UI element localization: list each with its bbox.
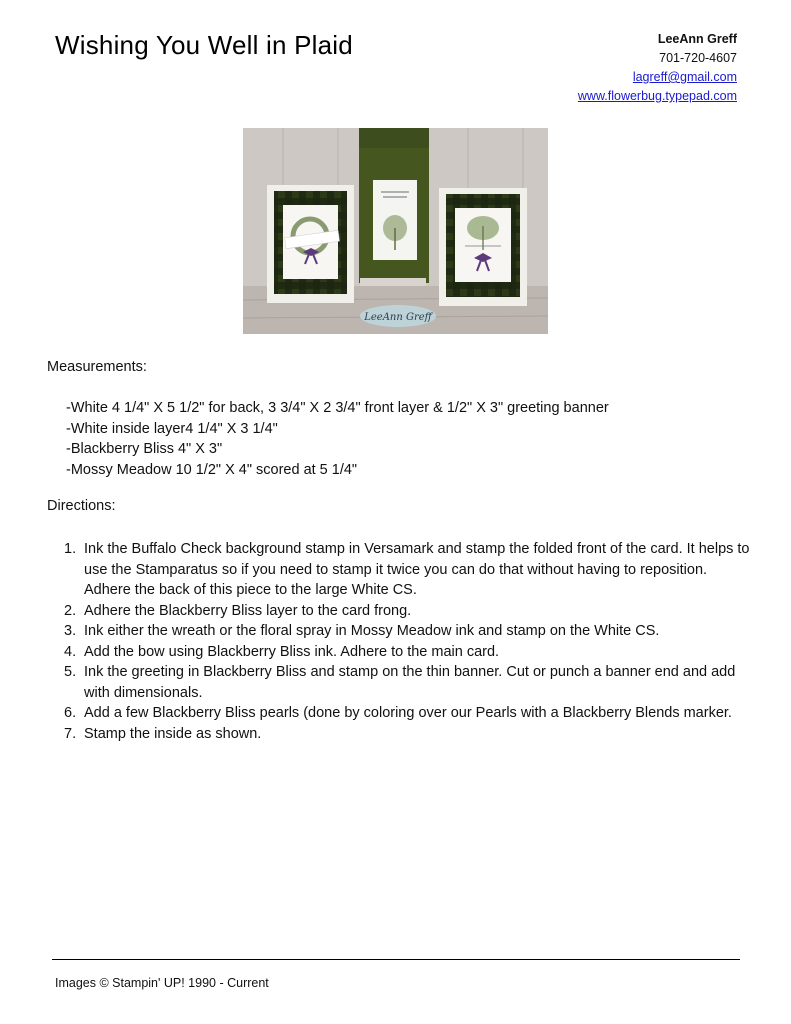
- step-number: 4.: [64, 643, 77, 660]
- measurement-item: -White 4 1/4" X 5 1/2" for back, 3 3/4" X 2 3/4" front layer & 1/2" X 3" greeting banner: [66, 400, 609, 416]
- step-text: Ink the greeting in Blackberry Bliss and stamp on the thin banner. Cut or punch a banner end and add with dimensionals.: [84, 664, 736, 701]
- step-number: 6.: [64, 705, 77, 721]
- email-link[interactable]: lagreff@gmail.com: [632, 70, 737, 84]
- step-text: Adhere the Blackberry Bliss layer to the card frong.: [84, 602, 412, 619]
- directions-list: [64, 539, 754, 744]
- direction-step: [64, 662, 754, 703]
- page-title: Wishing You Well in Plaid: [55, 30, 353, 60]
- measurements-list: [66, 398, 609, 480]
- contact-block: [578, 30, 737, 106]
- direction-step: [64, 724, 754, 745]
- step-text: Add the bow using Blackberry Bliss ink. Adhere to the main card.: [84, 643, 500, 660]
- footer-copyright: Images © Stampin' UP! 1990 - Current: [55, 976, 269, 990]
- directions-heading: Directions:: [47, 498, 116, 514]
- step-text: Ink the Buffalo Check background stamp in Versamark and stamp the folded front of the card. It helps to use the Stamparatus so if you need to stamp it twice you can do that without having to reposition. Adhere the back of this piece to the large White CS.: [84, 541, 750, 598]
- direction-step: [64, 539, 754, 601]
- measurement-item: -White inside layer4 1/4" X 3 1/4": [66, 420, 278, 437]
- phone-number: 701-720-4607: [659, 51, 737, 65]
- direction-step: [64, 703, 754, 724]
- step-number: 7.: [64, 725, 77, 742]
- footer-divider: [52, 959, 740, 960]
- step-number: 3.: [64, 623, 77, 639]
- photo-watermark: LeeAnn Greff: [364, 312, 432, 323]
- step-number: 5.: [64, 664, 77, 680]
- direction-step: [64, 642, 754, 663]
- step-text: Stamp the inside as shown.: [84, 725, 262, 742]
- author-name: LeeAnn Greff: [657, 32, 737, 46]
- step-text: Ink either the wreath or the floral spray in Mossy Meadow ink and stamp on the White CS.: [84, 623, 660, 639]
- website-link[interactable]: www.flowerbug.typepad.com: [577, 89, 737, 103]
- step-number: 2.: [64, 602, 77, 619]
- direction-step: [64, 621, 754, 642]
- measurement-item: -Mossy Meadow 10 1/2" X 4" scored at 5 1/4": [66, 461, 358, 478]
- measurements-heading: Measurements:: [47, 359, 147, 375]
- measurement-item: -Blackberry Bliss 4" X 3": [66, 441, 223, 457]
- card-photo: [243, 128, 548, 334]
- step-text: Add a few Blackberry Bliss pearls (done by coloring over our Pearls with a Blackberry Blends marker.: [84, 705, 732, 721]
- direction-step: [64, 601, 754, 622]
- step-number: 1.: [64, 541, 77, 557]
